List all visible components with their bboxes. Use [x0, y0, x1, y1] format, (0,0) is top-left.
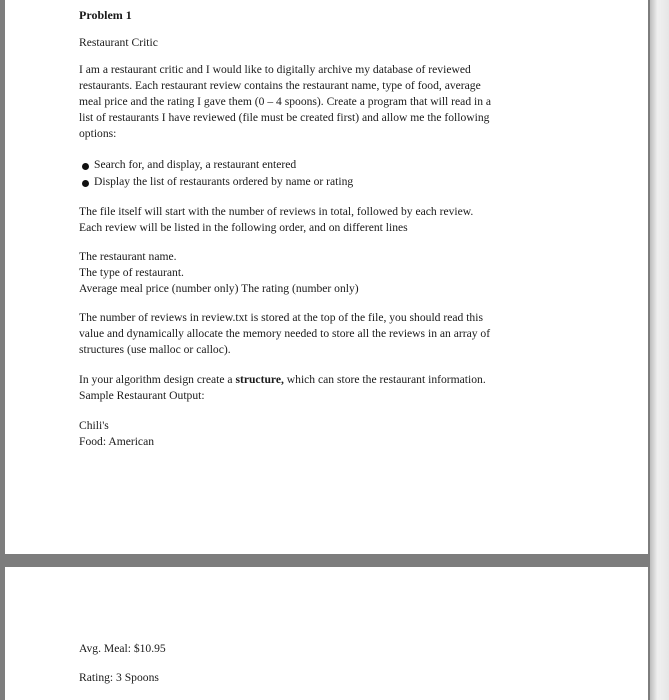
- intro-line: options:: [79, 127, 117, 140]
- sample-line: Chili's: [79, 419, 109, 432]
- design-text-before: In your algorithm design create a: [79, 373, 236, 386]
- design-line: [79, 372, 486, 388]
- memory-line: structures (use malloc or calloc).: [79, 343, 231, 356]
- sample-label: Sample Restaurant Output:: [79, 389, 205, 402]
- bullet-icon: [82, 163, 89, 170]
- design-text-bold: structure,: [235, 373, 284, 386]
- page-edge-strip: [650, 0, 669, 700]
- list-item: Display the list of restaurants ordered by name or rating: [94, 175, 354, 188]
- intro-line: I am a restaurant critic and I would like to digitally archive my database of reviewed: [79, 63, 471, 76]
- list-item: Search for, and display, a restaurant entered: [94, 158, 297, 171]
- design-text-after: which can store the restaurant information.: [283, 373, 486, 386]
- problem-heading: Problem 1: [79, 8, 132, 22]
- memory-line: The number of reviews in review.txt is stored at the top of the file, you should read this: [79, 311, 483, 324]
- memory-line: value and dynamically allocate the memory needed to store all the reviews in an array of: [79, 327, 491, 340]
- order-line: Average meal price (number only) The rating (number only): [79, 282, 359, 295]
- file-line: The file itself will start with the number of reviews in total, followed by each review.: [79, 205, 474, 218]
- intro-line: meal price and the rating I gave them (0 – 4 spoons). Create a program that will read in a: [79, 95, 492, 108]
- order-line: The restaurant name.: [79, 250, 177, 263]
- sample-line: Avg. Meal: $10.95: [79, 642, 166, 655]
- order-line: The type of restaurant.: [79, 266, 184, 279]
- document-page-1: [5, 0, 648, 554]
- intro-line: list of restaurants I have reviewed (file must be created first) and allow me the following: [79, 111, 490, 124]
- bullet-icon: [82, 180, 89, 187]
- sample-line: Food: American: [79, 435, 155, 448]
- file-line: Each review will be listed in the following order, and on different lines: [79, 221, 408, 234]
- intro-line: restaurants. Each restaurant review contains the restaurant name, type of food, average: [79, 79, 481, 92]
- sample-line: Rating: 3 Spoons: [79, 671, 159, 684]
- document-page-2: [5, 567, 648, 700]
- problem-subtitle: Restaurant Critic: [79, 36, 158, 49]
